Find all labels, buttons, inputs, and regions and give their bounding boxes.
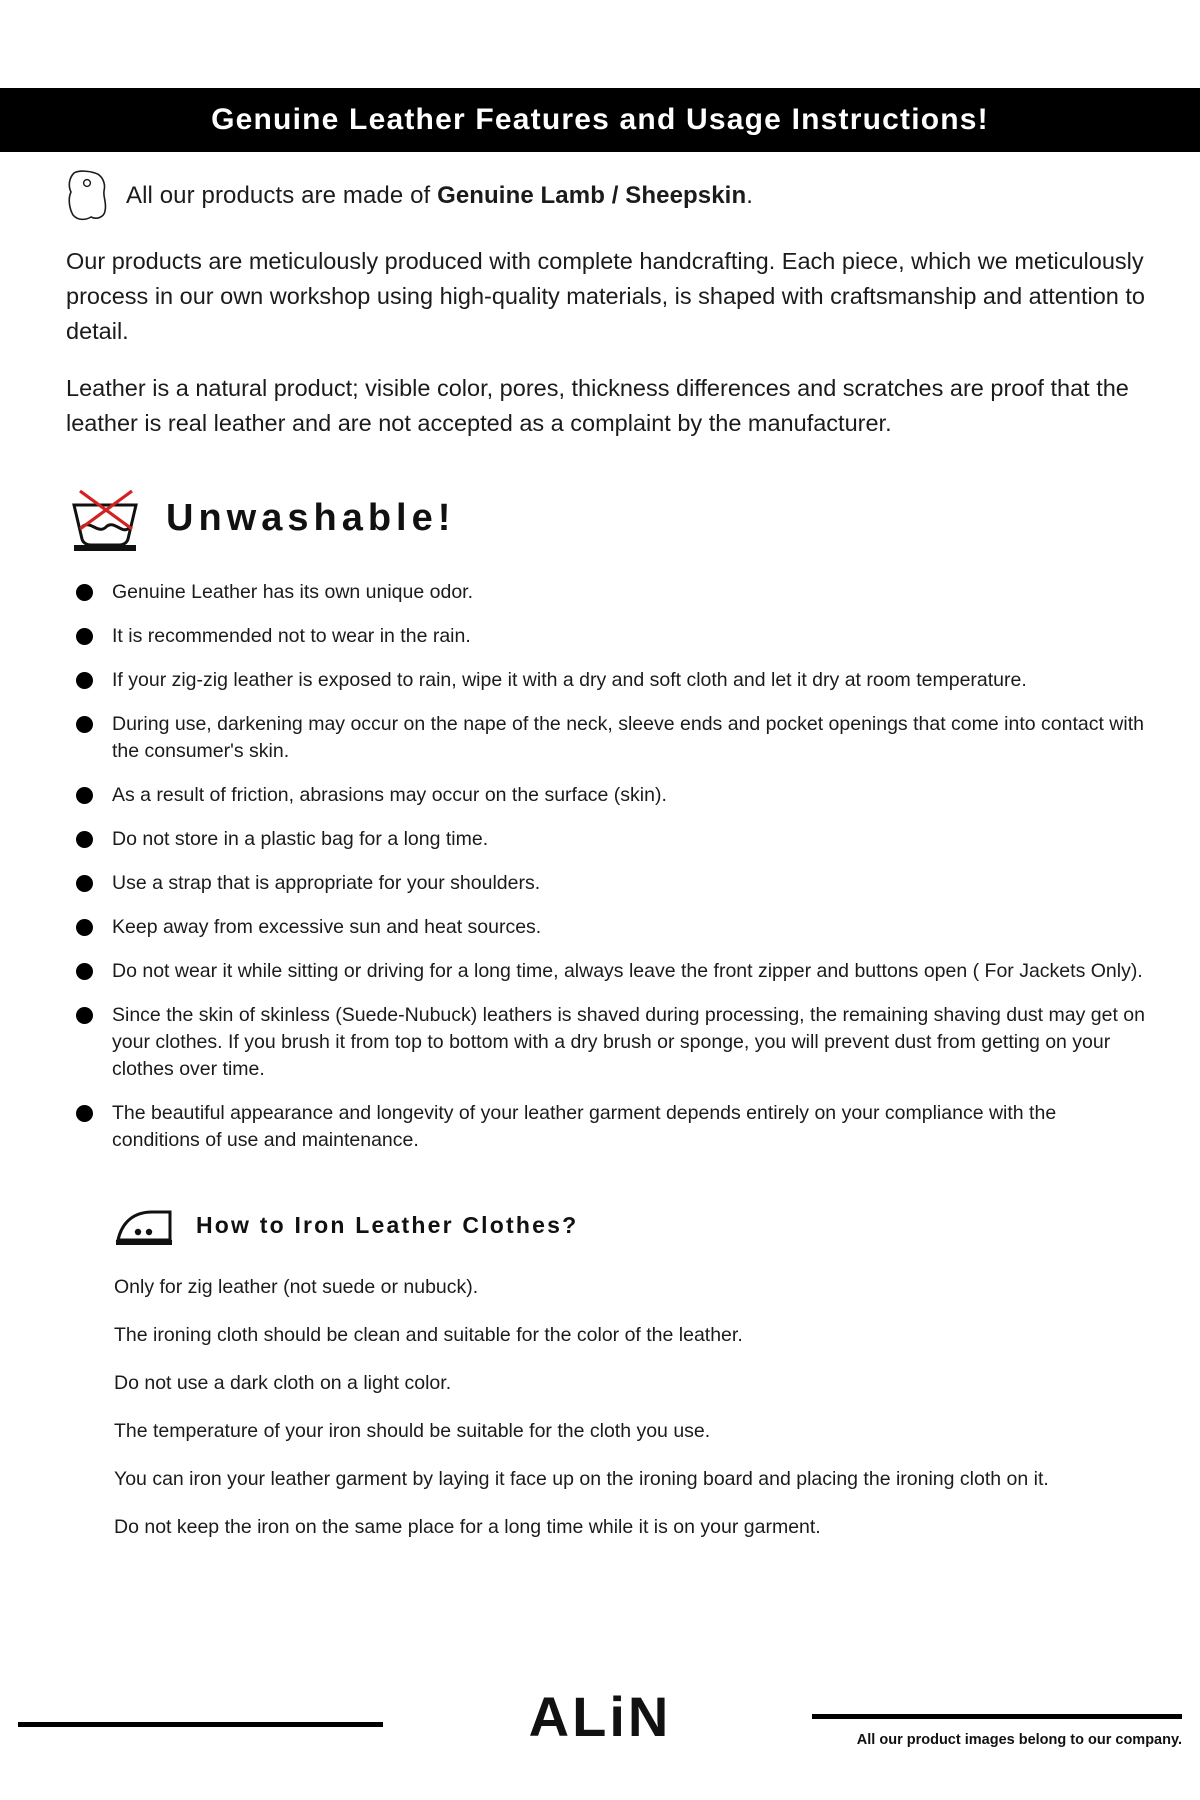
unwashable-list: [66, 579, 1146, 1154]
list-item: Since the skin of skinless (Suede-Nubuck) leathers is shaved during processing, the remaining shaving dust may get on your clothes. If you brush it from top to bottom with a dry brush or sponge, you will prevent dust from getting on your clothes over time.: [66, 1002, 1146, 1083]
ironing-item: You can iron your leather garment by laying it face up on the ironing board and placing the ironing cloth on it.: [114, 1468, 1049, 1490]
no-wash-icon: [66, 483, 144, 553]
footer: [0, 1674, 1200, 1764]
ironing-item: Only for zig leather (not suede or nubuck).: [114, 1276, 479, 1298]
list-item: Use a strap that is appropriate for your shoulders.: [66, 870, 1146, 897]
brand-logo: ALiN: [528, 1685, 672, 1748]
iron-icon: [114, 1202, 176, 1248]
list-item: Do not store in a plastic bag for a long time.: [66, 826, 1146, 853]
unwashable-heading-row: [66, 483, 1146, 553]
ironing-title: How to Iron Leather Clothes?: [196, 1211, 579, 1238]
leather-hide-icon: [66, 170, 108, 222]
lead-prefix: All our products are made of: [126, 182, 438, 209]
lead-strong: Genuine Lamb / Sheepskin: [437, 182, 747, 209]
lead-suffix: .: [746, 182, 753, 209]
ironing-item: The temperature of your iron should be suitable for the cloth you use.: [114, 1420, 711, 1442]
unwashable-title: Unwashable!: [166, 496, 456, 539]
ironing-item: The ironing cloth should be clean and suitable for the color of the leather.: [114, 1324, 743, 1346]
list-item: Genuine Leather has its own unique odor.: [66, 579, 1146, 606]
header-banner: [0, 88, 1200, 152]
list-item: Do not wear it while sitting or driving for a long time, always leave the front zipper and buttons open ( For Jackets Only).: [66, 958, 1146, 985]
intro-paragraph-2: Leather is a natural product; visible color, pores, thickness differences and scratches are proof that the leather is real leather and are not accepted as a complaint by the manufacturer.: [66, 375, 1129, 436]
content-area: [66, 170, 1146, 1562]
lead-row: [66, 170, 1146, 222]
ironing-list: [66, 1274, 1146, 1541]
list-item: If your zig-zig leather is exposed to rain, wipe it with a dry and soft cloth and let it dry at room temperature.: [66, 667, 1146, 694]
list-item: During use, darkening may occur on the nape of the neck, sleeve ends and pocket openings that come into contact with the consumer's skin.: [66, 711, 1146, 765]
list-item: As a result of friction, abrasions may occur on the surface (skin).: [66, 782, 1146, 809]
footer-note: All our product images belong to our company.: [856, 1732, 1182, 1748]
ironing-item: Do not keep the iron on the same place for a long time while it is on your garment.: [114, 1516, 821, 1538]
page-title: Genuine Leather Features and Usage Instructions!: [211, 103, 989, 136]
ironing-item: Do not use a dark cloth on a light color.: [114, 1372, 452, 1394]
intro-paragraph-1: Our products are meticulously produced with complete handcrafting. Each piece, which we meticulously process in our own workshop using high-quality materials, is shaped with craftsmanship and attention to detail.: [66, 248, 1145, 344]
list-item: It is recommended not to wear in the rain.: [66, 623, 1146, 650]
ironing-heading-row: [66, 1202, 1146, 1248]
list-item: The beautiful appearance and longevity of your leather garment depends entirely on your compliance with the conditions of use and maintenance.: [66, 1100, 1146, 1154]
list-item: Keep away from excessive sun and heat sources.: [66, 914, 1146, 941]
lead-text: [126, 182, 753, 210]
